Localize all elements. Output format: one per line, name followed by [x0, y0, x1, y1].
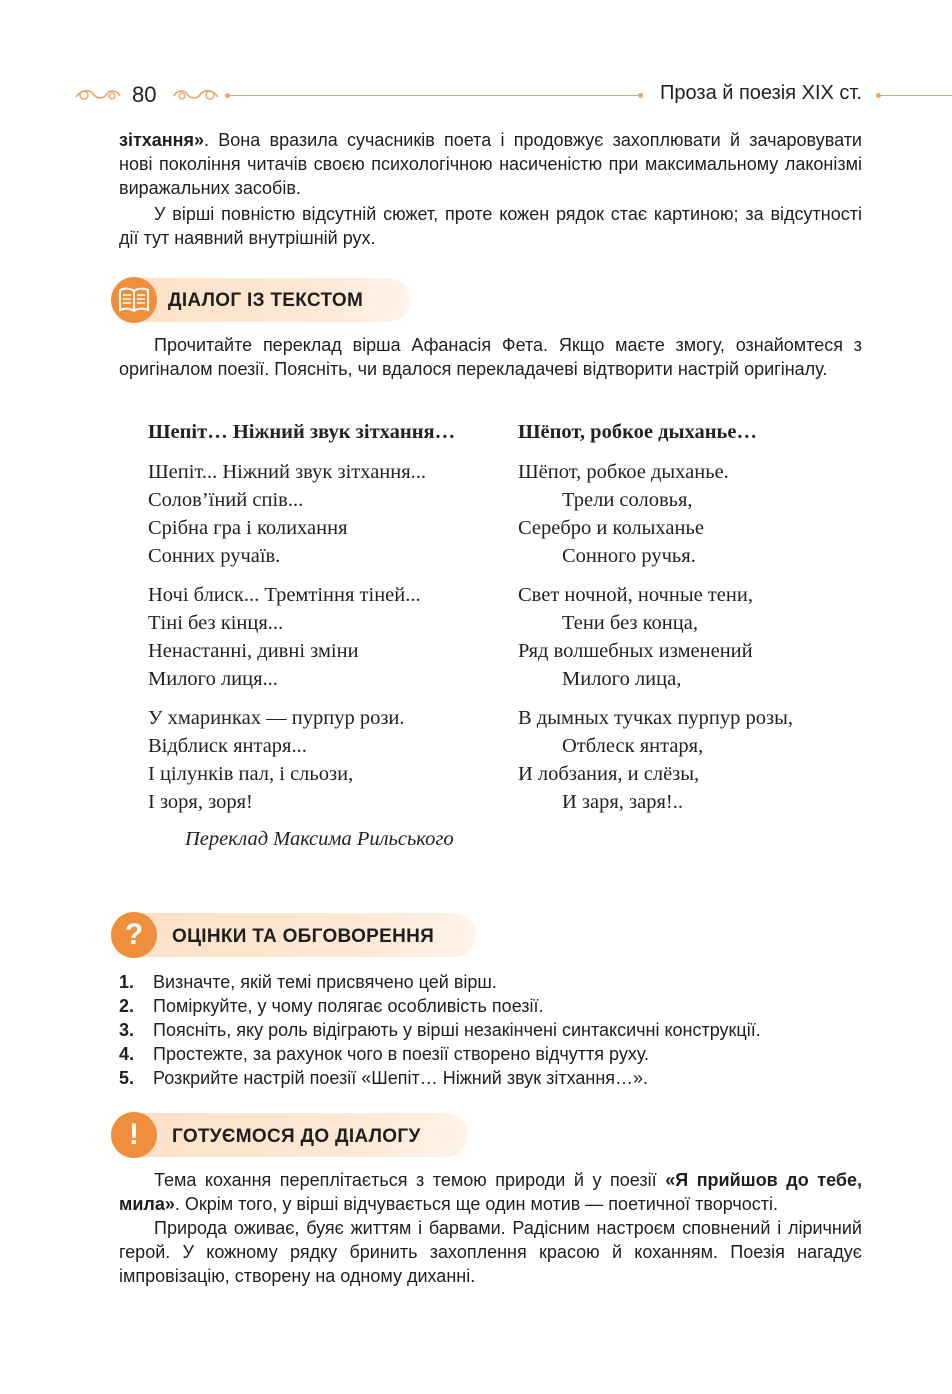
- assessment-section-title: ОЦІНКИ ТА ОБГОВОРЕННЯ: [172, 926, 435, 947]
- poem-line: Шепіт... Ніжний звук зітхання...: [148, 461, 427, 483]
- poem-ru-title: Шёпот, робкое дыханье…: [518, 421, 757, 443]
- poem-stanza: [518, 581, 793, 693]
- prep-section-badge: [111, 1112, 157, 1158]
- dialog-section-badge: [111, 277, 157, 323]
- poem-line: И лобзания, и слёзы,: [518, 763, 700, 785]
- question-number: 5.: [119, 1068, 135, 1088]
- poem-line: Солов’їний спів...: [148, 489, 304, 511]
- list-item: [119, 970, 869, 994]
- question-number: 1.: [119, 972, 135, 992]
- running-title: Проза й поезія XIX ст.: [660, 82, 862, 104]
- poem-line: І зоря, зоря!: [148, 791, 253, 813]
- poem-line: Сонного ручья.: [562, 545, 696, 567]
- intro-paragraph-1: [119, 128, 862, 200]
- poem-line: Милого лица,: [562, 668, 682, 690]
- poem-line: Отблеск янтаря,: [562, 735, 704, 757]
- dialog-instruction: Прочитайте переклад вірша Афанасія Фета. Якщо маєте змогу, ознайомтеся з оригіналом поезії. Поясніть, чи вдалося перекладачеві відтворити настрій оригіналу.: [119, 335, 862, 379]
- intro-bold-fragment: зітхання»: [119, 130, 205, 150]
- header-rule: [881, 95, 952, 96]
- translation-credit: Переклад Максима Рильського: [185, 828, 454, 850]
- poem-line: Трели соловья,: [562, 489, 693, 511]
- prep-paragraph-2: Природа оживає, буяє життям і барвами. Радісним настроєм сповнений і ліричний герой. У кожному рядку бринить захоплення красою й коханням. Поезія нагадує імпровізацію, створену на одному диханні.: [119, 1218, 862, 1286]
- header-rule: [230, 95, 640, 96]
- poem-stanza: [518, 704, 793, 816]
- exclamation-mark-icon: !: [129, 1118, 139, 1151]
- poem-line: Сонних ручаїв.: [148, 545, 281, 567]
- open-book-icon: [118, 287, 150, 313]
- questions-list: [119, 970, 869, 1090]
- list-item: [119, 1066, 869, 1090]
- poem-ru: [518, 458, 793, 827]
- question-text: Поясніть, яку роль відіграють у вірші незакінчені синтаксичні конструкції.: [153, 1020, 761, 1040]
- poem-line: Шёпот, робкое дыханье.: [518, 461, 729, 483]
- poem-line: Відблиск янтаря...: [148, 735, 307, 757]
- question-text: Розкрийте настрій поезії «Шепіт… Ніжний звук зітхання…».: [153, 1068, 649, 1088]
- poem-line: Срібна гра і колихання: [148, 517, 348, 539]
- poem-uk-title: Шепіт… Ніжний звук зітхання…: [148, 421, 456, 443]
- header-rule-dot: [638, 93, 643, 98]
- poem-line: І цілунків пал, і сльози,: [148, 763, 354, 785]
- prep-text: [119, 1168, 862, 1288]
- prep-paragraph-1-start: Тема кохання переплітається з темою природи й у поезії: [154, 1170, 666, 1190]
- intro-text: [119, 128, 862, 250]
- question-number: 3.: [119, 1020, 135, 1040]
- poem-line: Свет ночной, ночные тени,: [518, 584, 753, 606]
- poem-line: В дымных тучках пурпур розы,: [518, 707, 794, 729]
- intro-paragraph-1-rest: . Вона вразила сучасників поета і продовжує захоплювати й зачаровувати нові покоління читачів своєю психологічною насиченістю при максимальному лаконізмі виражальних засобів.: [119, 130, 862, 198]
- intro-paragraph-2: У вірші повністю відсутній сюжет, проте кожен рядок стає картиною; за відсутності дії тут наявний внутрішній рух.: [119, 204, 862, 248]
- assessment-section-badge: [111, 912, 157, 958]
- poem-stanza: [148, 704, 426, 816]
- list-item: [119, 1042, 869, 1066]
- poem-line: Ряд волшебных изменений: [518, 640, 753, 662]
- poem-line: Тени без конца,: [562, 612, 698, 634]
- question-text: Поміркуйте, у чому полягає особливість поезії.: [153, 996, 544, 1016]
- list-item: [119, 994, 869, 1018]
- list-item: [119, 1018, 869, 1042]
- prep-paragraph-1: [119, 1168, 862, 1216]
- poem-line: И заря, заря!..: [562, 791, 684, 813]
- right-ornament-icon: [170, 83, 220, 107]
- poem-uk: [148, 458, 426, 827]
- dialog-section-title: ДІАЛОГ ІЗ ТЕКСТОМ: [168, 290, 364, 311]
- question-text: Простежте, за рахунок чого в поезії створено відчуття руху.: [153, 1044, 650, 1064]
- poem-line: Ночі блиск... Тремтіння тіней...: [148, 584, 421, 606]
- poem-line: Милого лиця...: [148, 668, 278, 690]
- question-mark-icon: ?: [124, 918, 144, 951]
- question-text: Визначте, якій темі присвячено цей вірш.: [153, 972, 497, 992]
- poem-stanza: [148, 458, 426, 570]
- poem-stanza: [518, 458, 793, 570]
- page-number: 80: [132, 82, 157, 107]
- question-number: 2.: [119, 996, 135, 1016]
- poem-line: У хмаринках — пурпур рози.: [148, 707, 405, 729]
- poem-stanza: [148, 581, 426, 693]
- prep-paragraph-1-end: . Окрім того, у вірші відчувається ще один мотив — поетичної творчості.: [174, 1194, 778, 1214]
- poem-line: Серебро и колыханье: [518, 517, 704, 539]
- left-ornament-icon: [74, 83, 124, 107]
- question-number: 4.: [119, 1044, 135, 1064]
- poem-line: Ненастанні, дивні зміни: [148, 640, 359, 662]
- poem-title-reference: «Я прийшов до тебе, мила»: [119, 1170, 862, 1214]
- prep-section-title: ГОТУЄМОСЯ ДО ДІАЛОГУ: [172, 1126, 421, 1147]
- poem-line: Тіні без кінця...: [148, 612, 284, 634]
